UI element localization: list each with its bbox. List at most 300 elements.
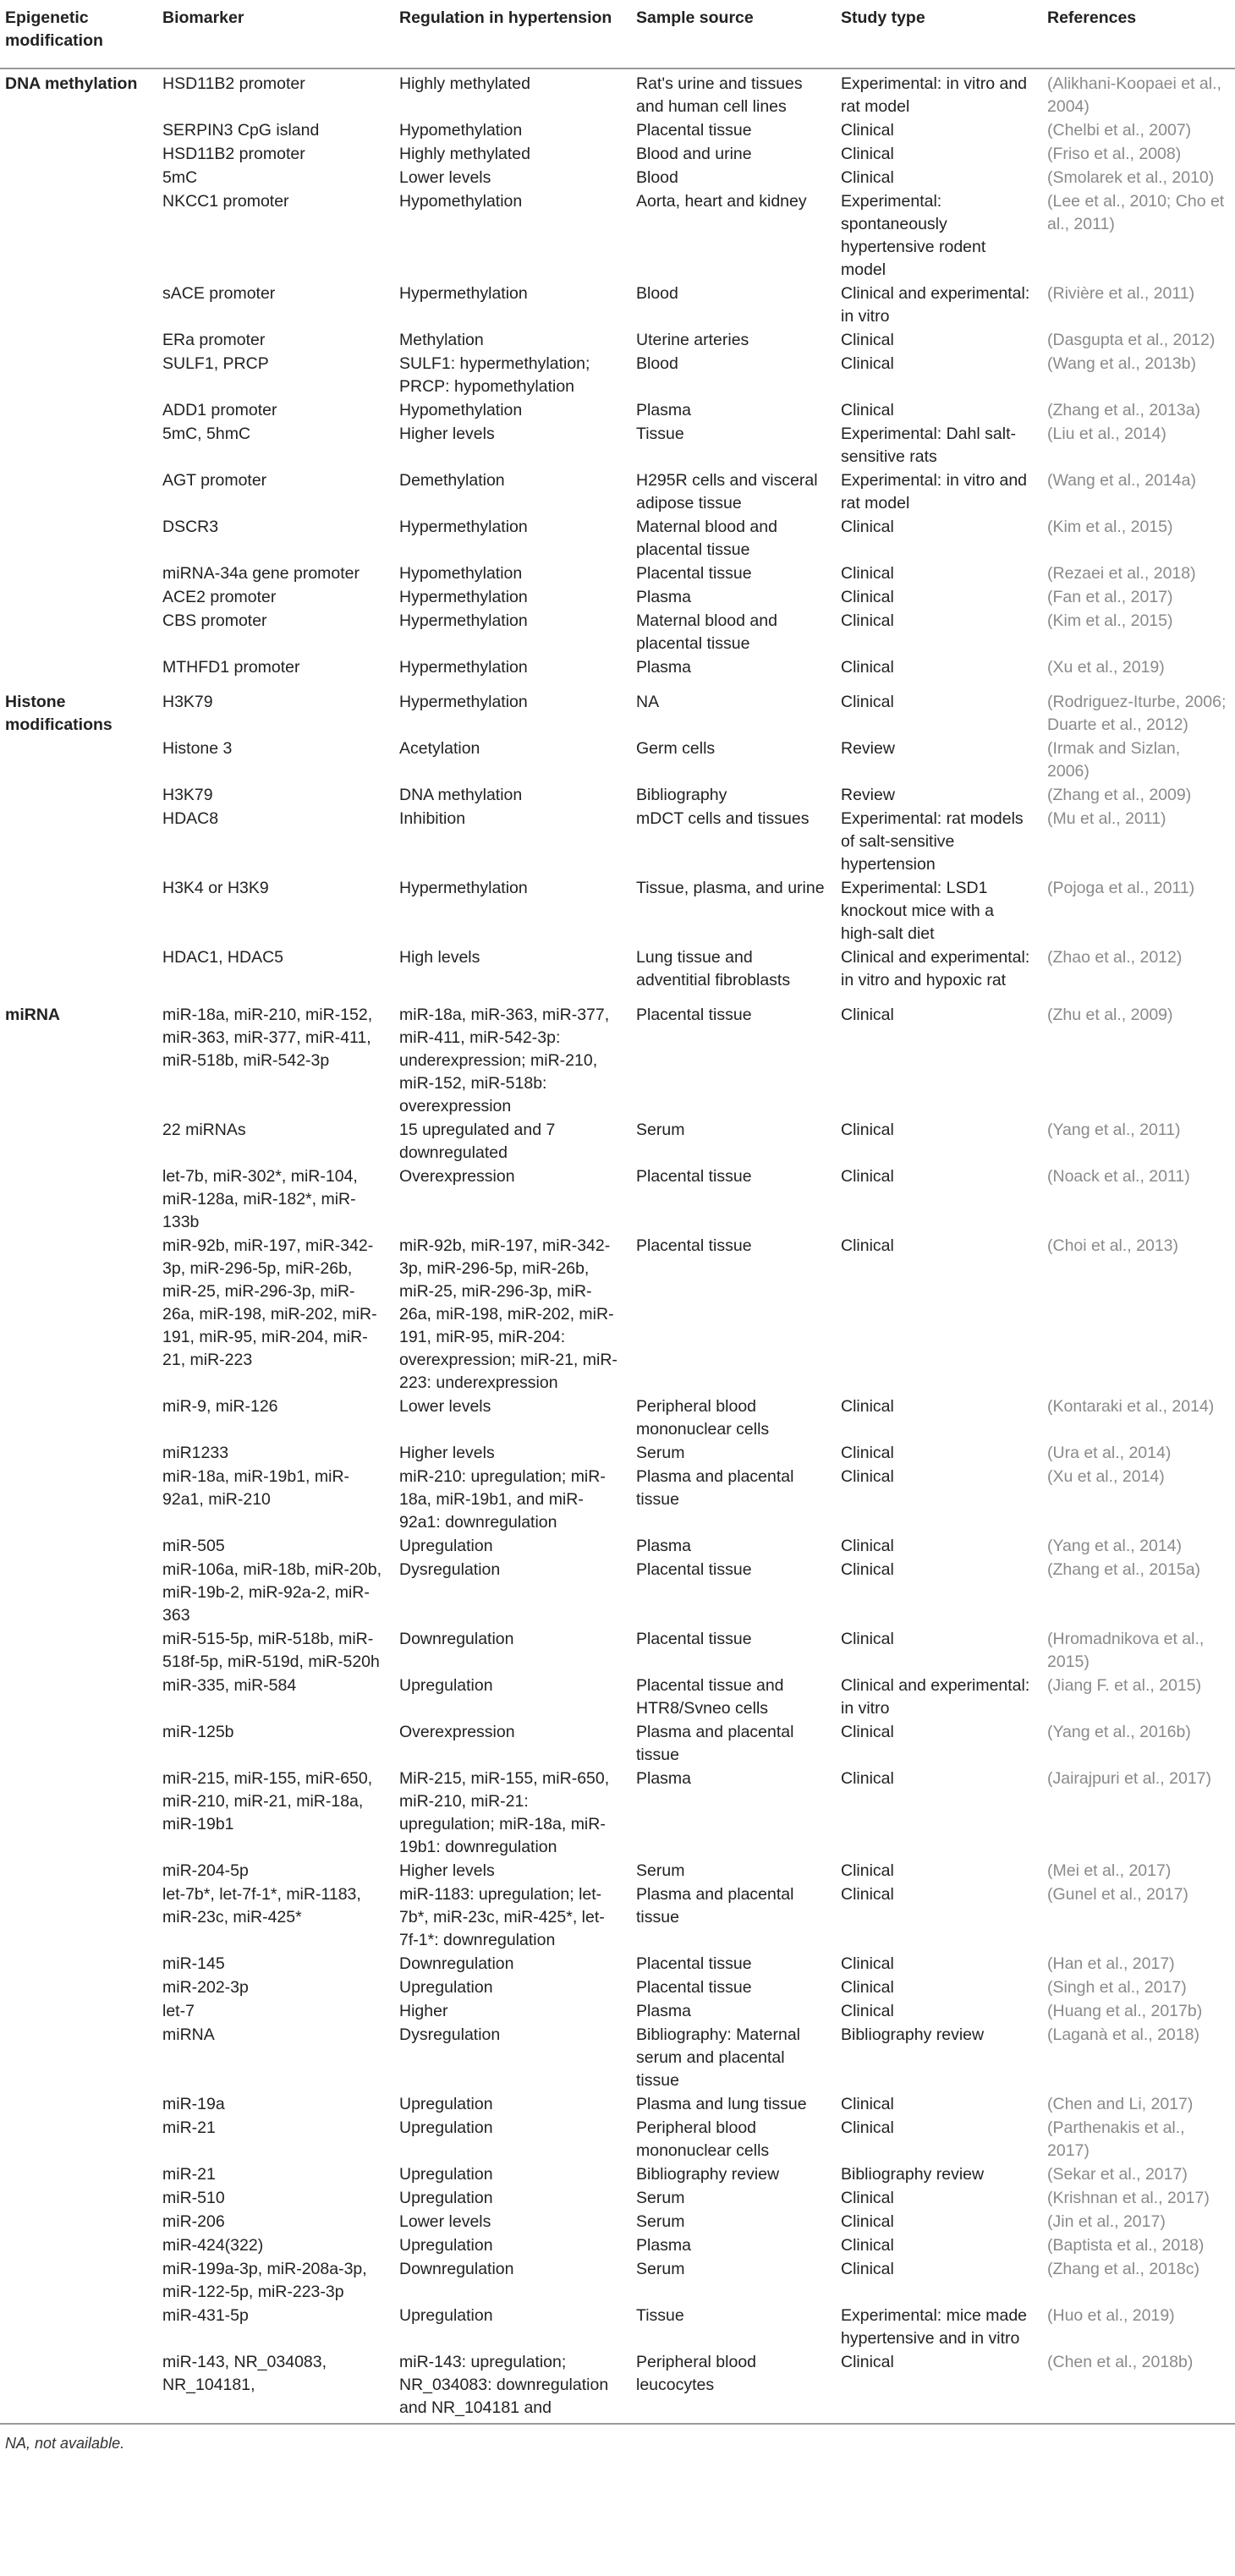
sample-source-cell: Tissue (636, 2306, 684, 2325)
study-type-cell: Clinical (841, 1167, 894, 1186)
regulation-cell: High levels (399, 948, 480, 967)
biomarker-cell: miRNA-34a gene promoter (162, 564, 360, 583)
table-row (0, 69, 1235, 118)
table-row (0, 166, 1235, 189)
biomarker-cell: miR-199a-3p, miR-208a-3p, miR-122-5p, miR-223-3p (162, 2260, 367, 2301)
category-cell (0, 118, 157, 142)
regulation-cell: Upregulation (399, 2095, 493, 2113)
biomarker-cell: DSCR3 (162, 518, 219, 536)
sample-source-cell: Placental tissue (636, 1236, 752, 1255)
study-type-cell: Clinical and experimental: in vitro (841, 1676, 1030, 1718)
biomarker-cell: miR-125b (162, 1723, 234, 1741)
regulation-cell: Dysregulation (399, 2025, 501, 2044)
reference-cell: (Noack et al., 2011) (1047, 1167, 1190, 1186)
regulation-cell: miR-210: upregulation; miR-18a, miR-19b1, and miR-92a1: downregulation (399, 1467, 606, 1532)
biomarker-cell: let-7b*, let-7f-1*, miR-1183, miR-23c, miR-425* (162, 1885, 361, 1927)
regulation-cell: Hypermethylation (399, 611, 528, 630)
sample-source-cell: Blood (636, 168, 678, 187)
study-type-cell: Clinical (841, 121, 894, 140)
study-type-cell: Clinical (841, 2236, 894, 2255)
table-row (0, 1767, 1235, 1859)
biomarker-cell: miR-92b, miR-197, miR-342-3p, miR-296-5p, miR-26b, miR-25, miR-296-3p, miR-26a, miR-198, miR-202, miR-191, miR-95, miR-204, miR-21, miR-223 (162, 1236, 377, 1369)
table-row (0, 1976, 1235, 1999)
table-row (0, 1118, 1235, 1165)
regulation-cell: Inhibition (399, 809, 466, 828)
regulation-cell: Highly methylated (399, 145, 530, 163)
table-row (0, 2350, 1235, 2424)
sample-source-cell: Plasma and placental tissue (636, 1467, 794, 1509)
regulation-cell: SULF1: hypermethylation; PRCP: hypomethylation (399, 354, 590, 396)
study-type-cell: Experimental: spontaneously hypertensive rodent model (841, 192, 986, 279)
table-row (0, 562, 1235, 585)
reference-cell: (Chen and Li, 2017) (1047, 2095, 1194, 2113)
regulation-cell: Upregulation (399, 1676, 493, 1695)
regulation-cell: Methylation (399, 331, 484, 349)
regulation-cell: miR-1183: upregulation; let-7b*, miR-23c, miR-425*, let-7f-1*: downregulation (399, 1885, 605, 1949)
study-type-cell: Bibliography review (841, 2025, 985, 2044)
biomarker-cell: miR-18a, miR-210, miR-152, miR-363, miR-377, miR-411, miR-518b, miR-542-3p (162, 1006, 373, 1070)
category-cell (0, 876, 157, 945)
reference-cell: (Xu et al., 2014) (1047, 1467, 1165, 1486)
table-row (0, 1558, 1235, 1627)
table-row (0, 1859, 1235, 1883)
biomarker-cell: AGT promoter (162, 471, 267, 490)
category-cell (0, 2257, 157, 2304)
study-type-cell: Experimental: in vitro and rat model (841, 74, 1028, 116)
category-cell (0, 1859, 157, 1883)
reference-cell: (Liu et al., 2014) (1047, 425, 1166, 443)
study-type-cell: Clinical (841, 168, 894, 187)
regulation-cell: miR-92b, miR-197, miR-342-3p, miR-296-5p, miR-26b, miR-25, miR-296-3p, miR-26a, miR-198, miR-202, miR-191, miR-95, miR-204: overexpression; miR-21, miR-223: underexpression (399, 1236, 618, 1392)
table-row (0, 398, 1235, 422)
category-cell (0, 2186, 157, 2210)
regulation-cell: Acetylation (399, 739, 480, 758)
table-row (0, 807, 1235, 876)
category-cell (0, 1558, 157, 1627)
reference-cell: (Baptista et al., 2018) (1047, 2236, 1205, 2255)
reference-cell: (Fan et al., 2017) (1047, 588, 1173, 606)
regulation-cell: Hypermethylation (399, 518, 528, 536)
regulation-cell: Hypomethylation (399, 192, 523, 211)
regulation-cell: Hypermethylation (399, 284, 528, 303)
study-type-cell: Clinical (841, 2260, 894, 2278)
header-biomarker: Biomarker (157, 2, 394, 69)
biomarker-cell: H3K79 (162, 786, 213, 804)
sample-source-cell: Placental tissue (636, 121, 752, 140)
study-type-cell: Clinical (841, 1954, 894, 1973)
table-row (0, 1465, 1235, 1534)
reference-cell: (Zhang et al., 2018c) (1047, 2260, 1199, 2278)
reference-cell: (Wang et al., 2013b) (1047, 354, 1196, 373)
sample-source-cell: Placental tissue (636, 1006, 752, 1024)
study-type-cell: Bibliography review (841, 2165, 985, 2184)
table-row (0, 2162, 1235, 2186)
biomarker-cell: miR-9, miR-126 (162, 1397, 278, 1416)
table-row (0, 1674, 1235, 1720)
table-row (0, 422, 1235, 469)
table-row (0, 2210, 1235, 2233)
reference-cell: (Hromadnikova et al., 2015) (1047, 1630, 1205, 1671)
table-row (0, 585, 1235, 609)
regulation-cell: Higher levels (399, 1861, 495, 1880)
reference-cell: (Mu et al., 2011) (1047, 809, 1166, 828)
table-row (0, 282, 1235, 328)
header-epigenetic-modification: Epigenetic modification (0, 2, 157, 69)
study-type-cell: Experimental: in vitro and rat model (841, 471, 1028, 512)
header-sample-source: Sample source (631, 2, 836, 69)
study-type-cell: Clinical (841, 2212, 894, 2231)
regulation-cell: Higher levels (399, 1444, 495, 1462)
biomarker-cell: ACE2 promoter (162, 588, 277, 606)
study-type-cell: Experimental: Dahl salt-sensitive rats (841, 425, 1016, 466)
category-cell (0, 585, 157, 609)
biomarker-cell: H3K79 (162, 693, 213, 711)
study-type-cell: Experimental: LSD1 knockout mice with a high-salt diet (841, 879, 994, 943)
sample-source-cell: Serum (636, 1861, 685, 1880)
biomarker-cell: miR-215, miR-155, miR-650, miR-210, miR-21, miR-18a, miR-19b1 (162, 1769, 373, 1833)
biomarker-cell: ADD1 promoter (162, 401, 277, 419)
biomarker-cell: HSD11B2 promoter (162, 74, 305, 93)
biomarker-cell: sACE promoter (162, 284, 276, 303)
table-row (0, 1534, 1235, 1558)
regulation-cell: Highly methylated (399, 74, 530, 93)
reference-cell: (Kim et al., 2015) (1047, 611, 1173, 630)
regulation-cell: Upregulation (399, 2236, 493, 2255)
sample-source-cell: Serum (636, 2212, 685, 2231)
reference-cell: (Kim et al., 2015) (1047, 518, 1173, 536)
study-type-cell: Clinical (841, 1885, 894, 1904)
biomarker-cell: miR-106a, miR-18b, miR-20b, miR-19b-2, miR-92a-2, miR-363 (162, 1560, 381, 1625)
study-type-cell: Clinical (841, 2189, 894, 2207)
regulation-cell: Hypomethylation (399, 564, 523, 583)
reference-cell: (Parthenakis et al., 2017) (1047, 2118, 1185, 2160)
study-type-cell: Review (841, 739, 895, 758)
table-body (0, 69, 1235, 2424)
biomarker-cell: ERa promoter (162, 331, 266, 349)
biomarker-cell: HDAC1, HDAC5 (162, 948, 284, 967)
table-row (0, 328, 1235, 352)
biomarker-cell: NKCC1 promoter (162, 192, 289, 211)
reference-cell: (Smolarek et al., 2010) (1047, 168, 1215, 187)
table-row (0, 1999, 1235, 2023)
reference-cell: (Mei et al., 2017) (1047, 1861, 1172, 1880)
table-row (0, 1883, 1235, 1952)
study-type-cell: Clinical (841, 1467, 894, 1486)
sample-source-cell: Maternal blood and placental tissue (636, 518, 777, 559)
sample-source-cell: Germ cells (636, 739, 716, 758)
reference-cell: (Laganà et al., 2018) (1047, 2025, 1199, 2044)
study-type-cell: Clinical (841, 1537, 894, 1555)
sample-source-cell: Plasma (636, 2236, 692, 2255)
sample-source-cell: Placental tissue and HTR8/Svneo cells (636, 1676, 784, 1718)
table-row (0, 2304, 1235, 2350)
regulation-cell: Upregulation (399, 2165, 493, 2184)
category-cell (0, 422, 157, 469)
sample-source-cell: Serum (636, 1121, 685, 1139)
table-row (0, 469, 1235, 515)
table-row (0, 2186, 1235, 2210)
regulation-cell: Demethylation (399, 471, 505, 490)
regulation-cell: Hypomethylation (399, 401, 523, 419)
biomarker-cell: miR-145 (162, 1954, 225, 1973)
header-study-type: Study type (836, 2, 1042, 69)
table-row (0, 515, 1235, 562)
reference-cell: (Ura et al., 2014) (1047, 1444, 1172, 1462)
sample-source-cell: Plasma (636, 2002, 692, 2020)
category-cell (0, 515, 157, 562)
regulation-cell: Upregulation (399, 2189, 493, 2207)
reference-cell: (Chelbi et al., 2007) (1047, 121, 1192, 140)
table-row (0, 2092, 1235, 2116)
reference-cell: (Yang et al., 2011) (1047, 1121, 1181, 1139)
category-cell (0, 737, 157, 783)
study-type-cell: Clinical (841, 354, 894, 373)
biomarker-cell: miR-431-5p (162, 2306, 249, 2325)
category-cell (0, 1976, 157, 1999)
regulation-cell: Upregulation (399, 1537, 493, 1555)
reference-cell: (Dasgupta et al., 2012) (1047, 331, 1216, 349)
table-row (0, 2233, 1235, 2257)
biomarker-cell: miRNA (162, 2025, 215, 2044)
biomarker-cell: miR-21 (162, 2165, 216, 2184)
sample-source-cell: Plasma and lung tissue (636, 2095, 807, 2113)
reference-cell: (Alikhani-Koopaei et al., 2004) (1047, 74, 1221, 116)
table-row (0, 2023, 1235, 2092)
biomarker-cell: miR-424(322) (162, 2236, 264, 2255)
category-cell (0, 282, 157, 328)
reference-cell: (Zhang et al., 2015a) (1047, 1560, 1201, 1579)
study-type-cell: Clinical and experimental: in vitro (841, 284, 1030, 326)
reference-cell: (Jairajpuri et al., 2017) (1047, 1769, 1212, 1788)
sample-source-cell: Plasma and placental tissue (636, 1723, 794, 1764)
sample-source-cell: Plasma (636, 658, 692, 677)
reference-cell: (Choi et al., 2013) (1047, 1236, 1179, 1255)
sample-source-cell: mDCT cells and tissues (636, 809, 810, 828)
study-type-cell: Clinical (841, 1560, 894, 1579)
sample-source-cell: Uterine arteries (636, 331, 749, 349)
biomarker-cell: miR-204-5p (162, 1861, 249, 1880)
reference-cell: (Huang et al., 2017b) (1047, 2002, 1203, 2020)
study-type-cell: Clinical and experimental: in vitro and hypoxic rat (841, 948, 1030, 989)
sample-source-cell: Plasma (636, 1769, 692, 1788)
category-cell (0, 945, 157, 992)
reference-cell: (Lee et al., 2010; Cho et al., 2011) (1047, 192, 1225, 233)
study-type-cell: Clinical (836, 2350, 1042, 2424)
study-type-cell: Review (841, 786, 895, 804)
sample-source-cell: Peripheral blood leucocytes (631, 2350, 836, 2424)
category-cell (0, 1534, 157, 1558)
sample-source-cell: Blood (636, 354, 678, 373)
regulation-cell: Higher (399, 2002, 448, 2020)
sample-source-cell: Blood (636, 284, 678, 303)
sample-source-cell: Placental tissue (636, 1167, 752, 1186)
category-cell: miRNA (5, 1006, 61, 1024)
regulation-cell: Upregulation (399, 1978, 493, 1997)
reference-cell: (Jiang F. et al., 2015) (1047, 1676, 1202, 1695)
category-cell (0, 2304, 157, 2350)
biomarker-table (0, 2, 1235, 2425)
biomarker-cell: Histone 3 (162, 739, 233, 758)
sample-source-cell: Plasma (636, 1537, 692, 1555)
sample-source-cell: Aorta, heart and kidney (636, 192, 807, 211)
study-type-cell: Clinical (841, 1444, 894, 1462)
biomarker-cell: HDAC8 (162, 809, 219, 828)
biomarker-cell: miR-21 (162, 2118, 216, 2137)
reference-cell: (Friso et al., 2008) (1047, 145, 1182, 163)
table-row (0, 1165, 1235, 1234)
study-type-cell: Clinical (841, 145, 894, 163)
study-type-cell: Clinical (841, 1978, 894, 1997)
table-row (0, 352, 1235, 398)
header-row (0, 2, 1235, 69)
sample-source-cell: Placental tissue (636, 1978, 752, 1997)
biomarker-cell: miR-505 (162, 1537, 225, 1555)
category-cell (0, 562, 157, 585)
sample-source-cell: Plasma and placental tissue (636, 1885, 794, 1927)
study-type-cell: Clinical (841, 611, 894, 630)
category-cell (0, 1165, 157, 1234)
reference-cell: (Zhang et al., 2013a) (1047, 401, 1201, 419)
study-type-cell: Clinical (841, 1006, 894, 1024)
biomarker-cell: CBS promoter (162, 611, 267, 630)
regulation-cell: Lower levels (399, 1397, 491, 1416)
sample-source-cell: Placental tissue (636, 1560, 752, 1579)
regulation-cell: 15 upregulated and 7 downregulated (399, 1121, 556, 1162)
study-type-cell: Clinical (841, 1723, 894, 1741)
biomarker-cell: let-7 (162, 2002, 195, 2020)
table-row (0, 1720, 1235, 1767)
study-type-cell: Clinical (841, 564, 894, 583)
reference-cell: (Singh et al., 2017) (1047, 1978, 1187, 1997)
category-cell (0, 1118, 157, 1165)
sample-source-cell: Plasma (636, 401, 692, 419)
table-row (0, 1952, 1235, 1976)
biomarker-cell: miR-18a, miR-19b1, miR-92a1, miR-210 (162, 1467, 350, 1509)
sample-source-cell: Rat's urine and tissues and human cell lines (636, 74, 803, 116)
category-cell (0, 166, 157, 189)
study-type-cell: Clinical (841, 2118, 894, 2137)
sample-source-cell: Plasma (636, 588, 692, 606)
reference-cell: (Rodriguez-Iturbe, 2006; Duarte et al., 2012) (1047, 693, 1227, 734)
table-row (0, 655, 1235, 679)
category-cell (0, 398, 157, 422)
sample-source-cell: Placental tissue (636, 564, 752, 583)
table-row (0, 679, 1235, 737)
category-cell (0, 352, 157, 398)
study-type-cell: Clinical (841, 658, 894, 677)
regulation-cell: Hypomethylation (399, 121, 523, 140)
category-cell: DNA methylation (5, 74, 138, 93)
study-type-cell: Experimental: mice made hypertensive and in vitro (841, 2306, 1028, 2348)
biomarker-cell: 22 miRNAs (162, 1121, 246, 1139)
sample-source-cell: Peripheral blood mononuclear cells (636, 2118, 770, 2160)
category-cell (0, 2092, 157, 2116)
sample-source-cell: H295R cells and visceral adipose tissue (636, 471, 818, 512)
regulation-cell: DNA methylation (399, 786, 523, 804)
biomarker-cell: miR-19a (162, 2095, 225, 2113)
study-type-cell: Clinical (841, 518, 894, 536)
sample-source-cell: Blood and urine (636, 145, 752, 163)
regulation-cell: Upregulation (399, 2306, 493, 2325)
table-row (0, 189, 1235, 282)
category-cell (0, 328, 157, 352)
reference-cell: (Huo et al., 2019) (1047, 2306, 1175, 2325)
biomarker-cell: let-7b, miR-302*, miR-104, miR-128a, miR-182*, miR-133b (162, 1167, 358, 1231)
regulation-cell: Upregulation (399, 2118, 493, 2137)
biomarker-cell: HSD11B2 promoter (162, 145, 305, 163)
category-cell (0, 2233, 157, 2257)
category-cell (0, 1234, 157, 1395)
regulation-cell: Hypermethylation (399, 588, 528, 606)
study-type-cell: Clinical (841, 693, 894, 711)
study-type-cell: Clinical (841, 1769, 894, 1788)
regulation-cell: Lower levels (399, 2212, 491, 2231)
table-row (0, 783, 1235, 807)
reference-cell: (Sekar et al., 2017) (1047, 2165, 1188, 2184)
category-cell (0, 1627, 157, 1674)
reference-cell: (Wang et al., 2014a) (1047, 471, 1196, 490)
biomarker-cell: 5mC (162, 168, 198, 187)
reference-cell: (Zhao et al., 2012) (1047, 948, 1183, 967)
study-type-cell: Clinical (841, 1236, 894, 1255)
sample-source-cell: Tissue (636, 425, 684, 443)
biomarker-cell: miR-202-3p (162, 1978, 249, 1997)
category-cell (0, 469, 157, 515)
sample-source-cell: Tissue, plasma, and urine (636, 879, 825, 897)
biomarker-cell: miR1233 (162, 1444, 229, 1462)
table-row (0, 1234, 1235, 1395)
category-cell (0, 1999, 157, 2023)
regulation-cell: Lower levels (399, 168, 491, 187)
regulation-cell: Downregulation (399, 1630, 514, 1648)
study-type-cell: Clinical (841, 588, 894, 606)
category-cell (0, 655, 157, 679)
biomarker-cell: miR-143, NR_034083, NR_104181, (157, 2350, 394, 2424)
reference-cell: (Krishnan et al., 2017) (1047, 2189, 1210, 2207)
biomarker-cell: SERPIN3 CpG island (162, 121, 320, 140)
reference-cell: (Pojoga et al., 2011) (1047, 879, 1195, 897)
header-references: References (1042, 2, 1235, 69)
biomarker-cell: miR-510 (162, 2189, 225, 2207)
biomarker-cell: MTHFD1 promoter (162, 658, 300, 677)
table-row (0, 142, 1235, 166)
regulation-cell: Downregulation (399, 1954, 514, 1973)
reference-cell: (Gunel et al., 2017) (1047, 1885, 1188, 1904)
category-cell (0, 2350, 157, 2424)
category-cell (0, 1674, 157, 1720)
reference-cell: (Rivière et al., 2011) (1047, 284, 1195, 303)
sample-source-cell: Serum (636, 1444, 685, 1462)
sample-source-cell: Bibliography review (636, 2165, 780, 2184)
regulation-cell: Overexpression (399, 1723, 515, 1741)
table-row (0, 945, 1235, 992)
sample-source-cell: Lung tissue and adventitial fibroblasts (636, 948, 791, 989)
header-regulation: Regulation in hypertension (394, 2, 631, 69)
sample-source-cell: Serum (636, 2189, 685, 2207)
reference-cell: (Zhu et al., 2009) (1047, 1006, 1173, 1024)
category-cell (0, 783, 157, 807)
study-type-cell: Clinical (841, 2002, 894, 2020)
category-cell (0, 189, 157, 282)
table-row (0, 1627, 1235, 1674)
study-type-cell: Clinical (841, 1861, 894, 1880)
table-row (0, 876, 1235, 945)
category-cell (0, 1883, 157, 1952)
category-cell (0, 1441, 157, 1465)
table-row (0, 609, 1235, 655)
regulation-cell: Hypermethylation (399, 879, 528, 897)
table-row (0, 992, 1235, 1118)
